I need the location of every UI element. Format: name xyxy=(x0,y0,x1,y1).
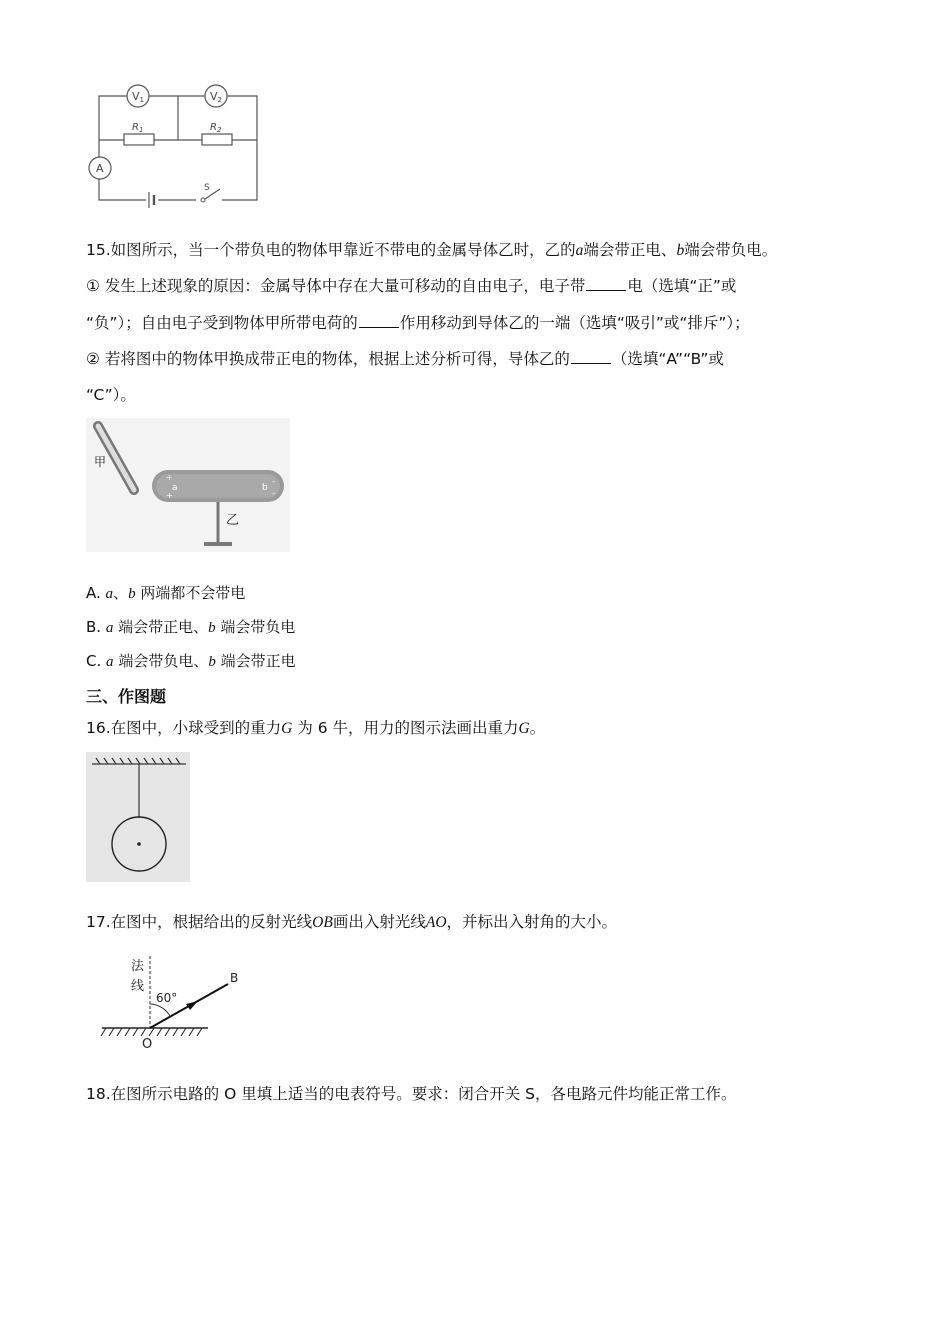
q15-part2-cont: “C”）。 xyxy=(86,386,136,404)
svg-text:-: - xyxy=(272,477,276,487)
section-title: 三、作图题 xyxy=(86,687,167,706)
svg-text:a: a xyxy=(172,483,178,493)
q17-stem: 17.在图中，根据给出的反射光线OB画出入射光线AO，并标出入射角的大小。 xyxy=(86,913,618,931)
q15-part2: ② 若将图中的物体甲换成带正电的物体，根据上述分析可得，导体乙的 （选填“A”“B”或 xyxy=(86,350,724,368)
voltmeter-v2 xyxy=(205,85,227,107)
svg-text:+: + xyxy=(166,491,173,500)
q16-stem: 16.在图中，小球受到的重力G 为 6 牛，用力的图示法画出重力G。 xyxy=(86,719,546,737)
q18-stem: 18.在图所示电路的 O 里填上适当的电表符号。要求：闭合开关 S，各电路元件均能正常工作。 xyxy=(86,1085,737,1103)
svg-text:O: O xyxy=(142,1037,153,1052)
option-c[interactable]: C. a 端会带负电、b 端会带正电 xyxy=(86,652,296,670)
resistor-r1 xyxy=(124,122,154,145)
answer-blank-1[interactable] xyxy=(586,276,626,291)
battery-symbol xyxy=(146,192,158,208)
answer-blank-2[interactable] xyxy=(359,313,399,328)
svg-text:R2: $R_2$ xyxy=(210,122,222,134)
svg-text:法: 法 xyxy=(131,959,145,974)
q15-part1-cont: “负”）；自由电子受到物体甲所带电荷的 作用移动到导体乙的一端（选填“吸引”或“排斥”）； xyxy=(86,314,750,332)
reflection-figure xyxy=(98,952,248,1052)
ammeter xyxy=(89,157,111,179)
voltmeter-v1 xyxy=(127,85,149,107)
svg-text:A: A xyxy=(96,162,104,175)
pendulum-figure xyxy=(86,752,190,882)
q15-stem: 15.如图所示，当一个带负电的物体甲靠近不带电的金属导体乙时，乙的a端会带正电、b端会带负电。 xyxy=(86,241,778,259)
option-a[interactable]: A. a、b 两端都不会带电 xyxy=(86,584,246,602)
induction-figure xyxy=(86,418,290,552)
q15-part1: ① 发生上述现象的原因：金属导体中存在大量可移动的自由电子，电子带 电（选填“正”或 xyxy=(86,277,737,295)
svg-text:V1: V1 xyxy=(132,90,144,104)
svg-text:线: 线 xyxy=(131,979,145,994)
svg-text:-: - xyxy=(272,489,276,499)
svg-text:V2: V2 xyxy=(210,90,222,104)
svg-text:B: B xyxy=(230,971,239,985)
svg-text:+: + xyxy=(166,473,173,482)
svg-text:R1: $R_1$ xyxy=(132,122,144,134)
circuit-figure xyxy=(86,82,266,210)
svg-text:60°: 60° xyxy=(156,991,178,1005)
switch-symbol xyxy=(196,183,222,204)
option-b[interactable]: B. a 端会带正电、b 端会带负电 xyxy=(86,618,296,636)
svg-text:乙: 乙 xyxy=(226,513,240,528)
svg-text:b: b xyxy=(262,483,268,493)
answer-blank-3[interactable] xyxy=(571,349,611,364)
svg-text:甲: 甲 xyxy=(94,455,107,469)
svg-text:S: S xyxy=(204,183,210,193)
resistor-r2 xyxy=(202,122,232,145)
